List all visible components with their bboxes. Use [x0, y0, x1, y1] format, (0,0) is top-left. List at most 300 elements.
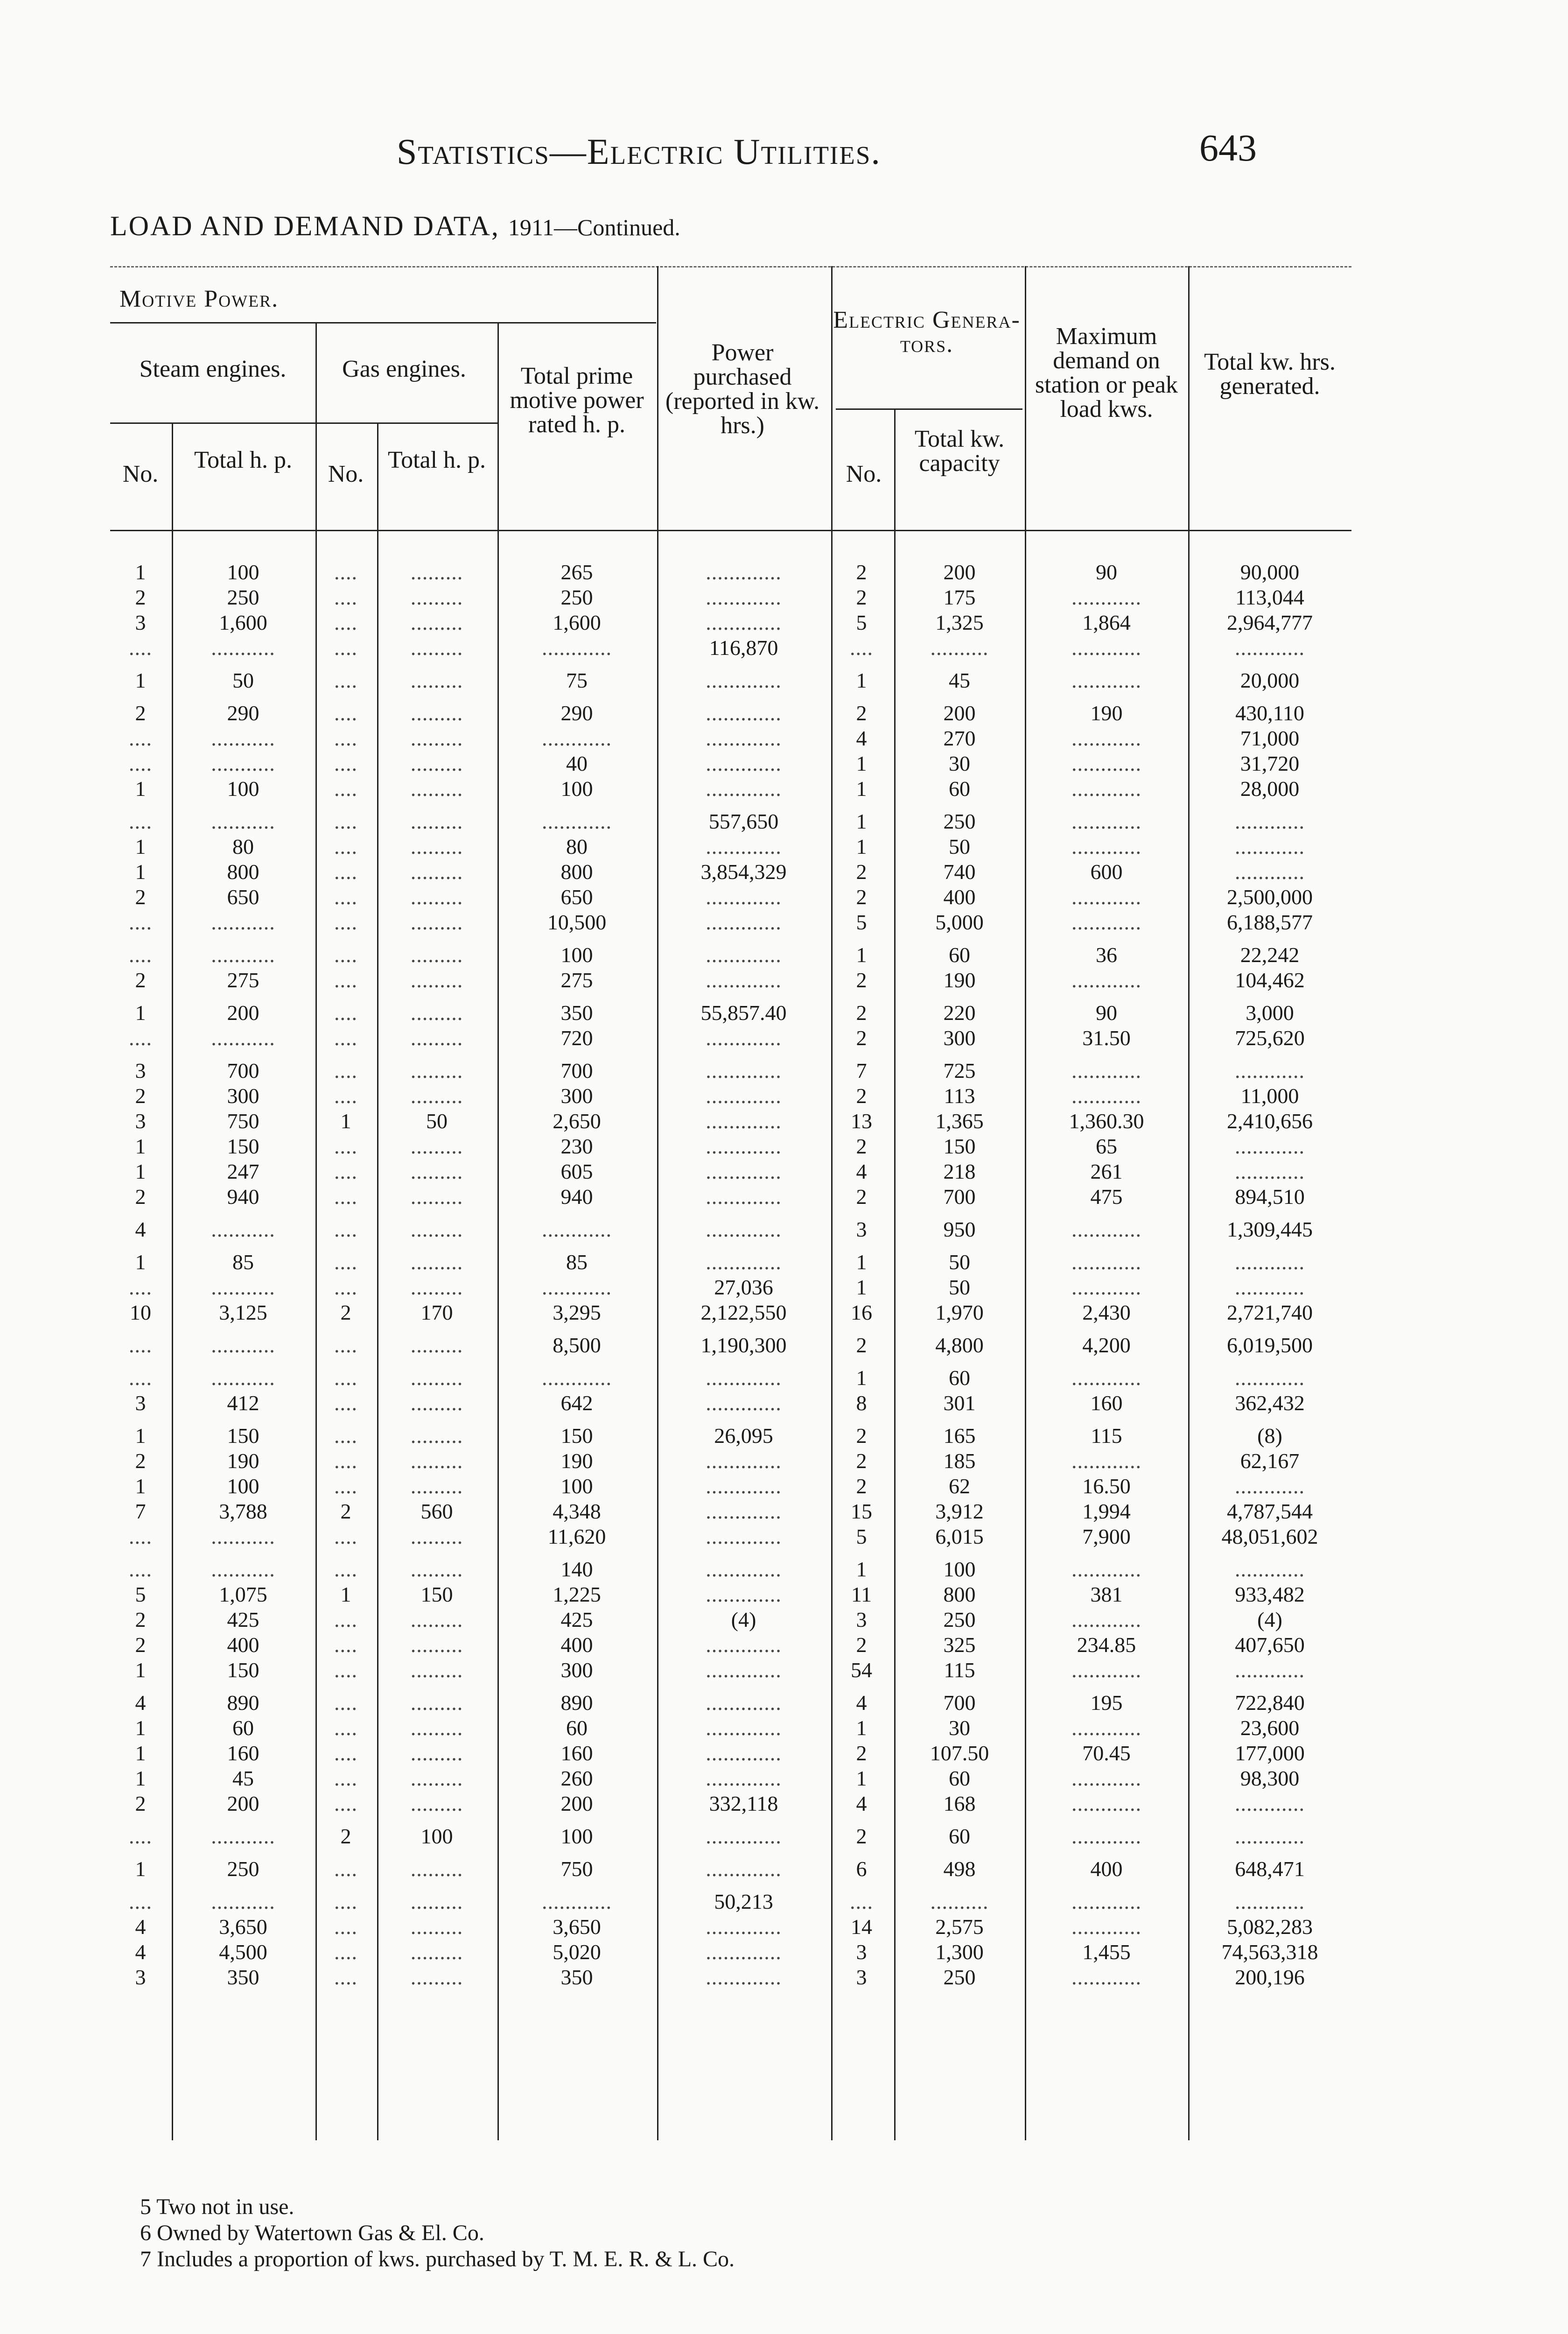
cell-prime-hp: 275: [560, 968, 593, 992]
cell-kw-hrs: 4,787,544: [1227, 1499, 1313, 1523]
cell-prime-hp: 75: [566, 668, 588, 692]
cell-gas-hp: .........: [410, 1940, 463, 1964]
cell-gas-hp: .........: [410, 1691, 463, 1715]
cell-steam-hp: 100: [227, 1474, 259, 1498]
cell-purchased: .............: [706, 1109, 782, 1133]
header-steam-total-hp: Total h. p.: [194, 447, 293, 473]
table-row: [110, 1185, 1351, 1209]
cell-steam-hp: 150: [227, 1424, 259, 1448]
cell-steam-hp: ...........: [211, 636, 275, 660]
cell-gas-hp: .........: [410, 1857, 463, 1881]
cell-gen-no: 1: [856, 809, 867, 833]
cell-gas-hp: .........: [410, 1608, 463, 1631]
cell-gen-capacity: 168: [943, 1792, 976, 1815]
cell-gas-hp: .........: [410, 1633, 463, 1657]
cell-gen-capacity: 115: [944, 1658, 975, 1682]
cell-max-demand: 31.50: [1082, 1026, 1131, 1050]
cell-prime-hp: 642: [560, 1391, 593, 1415]
cell-steam-no: ....: [129, 1333, 152, 1357]
cell-gas-no: ....: [334, 585, 357, 609]
cell-gen-no: 2: [856, 1824, 867, 1848]
cell-prime-hp: 40: [566, 752, 588, 775]
cell-steam-no: 4: [135, 1691, 146, 1715]
cell-gen-no: 16: [851, 1301, 872, 1324]
table-row: [110, 1001, 1351, 1025]
cell-purchased: .............: [706, 1026, 782, 1050]
cell-gen-capacity: 165: [943, 1424, 976, 1448]
cell-max-demand: ............: [1071, 1716, 1141, 1740]
cell-gen-no: 2: [856, 1333, 867, 1357]
table-row: [110, 611, 1351, 635]
cell-steam-hp: 700: [227, 1059, 259, 1083]
cell-steam-no: ....: [129, 809, 152, 833]
cell-purchased: .............: [706, 1391, 782, 1415]
table-row: [110, 1275, 1351, 1300]
cell-gas-no: ....: [334, 885, 357, 909]
cell-steam-hp: 800: [227, 860, 259, 884]
cell-kw-hrs: 2,721,740: [1227, 1301, 1313, 1324]
cell-steam-no: 2: [135, 1185, 146, 1209]
cell-gen-no: 2: [856, 1474, 867, 1498]
cell-gen-capacity: 700: [943, 1185, 976, 1209]
cell-purchased: .............: [706, 1965, 782, 1989]
cell-gen-capacity: ..........: [930, 1890, 989, 1913]
cell-gas-hp: .........: [410, 1915, 463, 1939]
cell-gas-no: ....: [334, 1424, 357, 1448]
cell-gen-no: 54: [851, 1658, 872, 1682]
cell-gen-no: 6: [856, 1857, 867, 1881]
cell-gen-capacity: 250: [943, 1608, 976, 1631]
cell-max-demand: 600: [1090, 860, 1123, 884]
cell-steam-no: 1: [135, 1424, 146, 1448]
cell-gas-no: ....: [334, 1792, 357, 1815]
cell-prime-hp: ............: [542, 636, 612, 660]
header-motive-power: Motive Power.: [119, 286, 279, 312]
cell-prime-hp: 300: [560, 1084, 593, 1108]
cell-purchased: 50,213: [714, 1890, 773, 1913]
table-row: [110, 1940, 1351, 1964]
cell-gas-hp: .........: [410, 910, 463, 934]
cell-steam-hp: ...........: [211, 1333, 275, 1357]
cell-gas-hp: 170: [420, 1301, 453, 1324]
cell-purchased: 1,190,300: [700, 1333, 787, 1357]
header-gen-capacity: Total kw. capacity: [914, 426, 1005, 477]
cell-gas-hp: .........: [410, 585, 463, 609]
cell-prime-hp: 85: [566, 1250, 588, 1274]
cell-purchased: 3,854,329: [700, 860, 787, 884]
cell-steam-hp: 150: [227, 1658, 259, 1682]
cell-kw-hrs: 2,410,656: [1227, 1109, 1313, 1133]
cell-prime-hp: 605: [560, 1160, 593, 1183]
cell-prime-hp: 800: [560, 860, 593, 884]
table-row: [110, 1026, 1351, 1050]
cell-steam-hp: 650: [227, 885, 259, 909]
cell-gen-capacity: 62: [949, 1474, 970, 1498]
cell-gas-hp: .........: [410, 1059, 463, 1083]
cell-gen-capacity: 1,300: [935, 1940, 984, 1964]
cell-steam-no: 1: [135, 1766, 146, 1790]
cell-gas-hp: .........: [410, 1965, 463, 1989]
cell-steam-hp: 50: [232, 668, 254, 692]
table-row: [110, 1333, 1351, 1357]
cell-steam-hp: 1,075: [219, 1582, 267, 1606]
cell-steam-hp: 250: [227, 585, 259, 609]
cell-gen-no: 3: [856, 1940, 867, 1964]
cell-kw-hrs: ............: [1235, 1824, 1305, 1848]
cell-gen-no: ....: [850, 636, 873, 660]
cell-prime-hp: 150: [560, 1424, 593, 1448]
cell-kw-hrs: 362,432: [1235, 1391, 1305, 1415]
cell-gas-no: ....: [334, 943, 357, 967]
table-row: [110, 1250, 1351, 1274]
cell-steam-no: 1: [135, 668, 146, 692]
cell-prime-hp: 3,650: [553, 1915, 601, 1939]
cell-kw-hrs: ............: [1235, 1366, 1305, 1390]
cell-steam-no: 2: [135, 1084, 146, 1108]
cell-kw-hrs: 200,196: [1235, 1965, 1305, 1989]
cell-kw-hrs: 20,000: [1240, 668, 1300, 692]
cell-gen-no: 1: [856, 1275, 867, 1299]
cell-gas-no: ....: [334, 560, 357, 584]
cell-gen-capacity: 250: [943, 1965, 976, 1989]
cell-gas-hp: .........: [410, 752, 463, 775]
header-gas-no: No.: [328, 461, 364, 487]
cell-max-demand: 4,200: [1082, 1333, 1131, 1357]
cell-steam-no: 4: [135, 1940, 146, 1964]
cell-purchased: .............: [706, 1633, 782, 1657]
cell-gas-no: 1: [340, 1582, 351, 1606]
cell-purchased: 26,095: [714, 1424, 773, 1448]
cell-steam-hp: ...........: [211, 1557, 275, 1581]
cell-gas-no: ....: [334, 1608, 357, 1631]
cell-prime-hp: 300: [560, 1658, 593, 1682]
cell-steam-no: 3: [135, 611, 146, 634]
cell-gas-hp: .........: [410, 636, 463, 660]
cell-prime-hp: ............: [542, 1217, 612, 1241]
cell-steam-hp: ...........: [211, 1275, 275, 1299]
table-row: [110, 1474, 1351, 1498]
table-row: [110, 1499, 1351, 1524]
cell-steam-hp: 350: [227, 1965, 259, 1989]
cell-purchased: .............: [706, 943, 782, 967]
cell-gas-hp: .........: [410, 943, 463, 967]
cell-gen-capacity: 5,000: [935, 910, 984, 934]
cell-purchased: .............: [706, 1185, 782, 1209]
cell-gas-no: ....: [334, 1333, 357, 1357]
cell-purchased: .............: [706, 611, 782, 634]
cell-max-demand: ............: [1071, 1250, 1141, 1274]
table-row: [110, 860, 1351, 884]
cell-steam-hp: ...........: [211, 1525, 275, 1548]
cell-steam-no: 3: [135, 1109, 146, 1133]
cell-kw-hrs: 62,167: [1240, 1449, 1300, 1473]
table-row: [110, 752, 1351, 776]
cell-gas-hp: .........: [410, 1084, 463, 1108]
cell-max-demand: ............: [1071, 1059, 1141, 1083]
cell-prime-hp: 265: [560, 560, 593, 584]
cell-max-demand: 36: [1096, 943, 1117, 967]
cell-gas-no: ....: [334, 1275, 357, 1299]
cell-steam-hp: 4,500: [219, 1940, 267, 1964]
cell-gen-no: 7: [856, 1059, 867, 1083]
cell-gas-no: 1: [340, 1109, 351, 1133]
cell-prime-hp: 350: [560, 1001, 593, 1025]
cell-gen-no: 1: [856, 943, 867, 967]
cell-gas-no: ....: [334, 1217, 357, 1241]
cell-steam-no: 1: [135, 1134, 146, 1158]
cell-prime-hp: ............: [542, 1890, 612, 1913]
cell-gas-hp: .........: [410, 1391, 463, 1415]
cell-steam-hp: ...........: [211, 1366, 275, 1390]
cell-max-demand: 1,455: [1082, 1940, 1131, 1964]
cell-gen-no: 11: [851, 1582, 872, 1606]
cell-gas-no: ....: [334, 1557, 357, 1581]
cell-steam-hp: 200: [227, 1792, 259, 1815]
footnotes: [140, 2194, 735, 2272]
table-row: [110, 726, 1351, 751]
cell-max-demand: 475: [1090, 1185, 1123, 1209]
cell-steam-hp: 100: [227, 560, 259, 584]
cell-gen-no: 2: [856, 968, 867, 992]
cell-steam-hp: 1,600: [219, 611, 267, 634]
cell-gen-no: 1: [856, 668, 867, 692]
cell-gen-capacity: 1,365: [935, 1109, 984, 1133]
cell-gen-no: 2: [856, 1633, 867, 1657]
cell-steam-no: 2: [135, 1608, 146, 1631]
cell-gas-hp: .........: [410, 860, 463, 884]
cell-steam-hp: 3,788: [219, 1499, 267, 1523]
cell-purchased: .............: [706, 1250, 782, 1274]
cell-steam-hp: 750: [227, 1109, 259, 1133]
cell-gen-no: 1: [856, 1557, 867, 1581]
cell-max-demand: ............: [1071, 968, 1141, 992]
cell-gen-capacity: 175: [943, 585, 976, 609]
cell-prime-hp: 260: [560, 1766, 593, 1790]
cell-steam-hp: ...........: [211, 1026, 275, 1050]
cell-kw-hrs: ............: [1235, 1890, 1305, 1913]
cell-purchased: 557,650: [708, 809, 779, 833]
cell-kw-hrs: 98,300: [1240, 1766, 1300, 1790]
cell-purchased: .............: [706, 1940, 782, 1964]
cell-purchased: .............: [706, 1474, 782, 1498]
cell-purchased: .............: [706, 1134, 782, 1158]
cell-gas-hp: .........: [410, 1134, 463, 1158]
table-row: [110, 560, 1351, 584]
cell-gen-no: 2: [856, 885, 867, 909]
cell-steam-no: 2: [135, 585, 146, 609]
cell-max-demand: 1,994: [1082, 1499, 1131, 1523]
cell-prime-hp: 750: [560, 1857, 593, 1881]
table-row: [110, 1449, 1351, 1473]
cell-max-demand: 195: [1090, 1691, 1123, 1715]
cell-gen-capacity: 6,015: [935, 1525, 984, 1548]
cell-gas-hp: .........: [410, 1333, 463, 1357]
cell-gas-no: ....: [334, 835, 357, 858]
table-row: [110, 1217, 1351, 1242]
table-row: [110, 968, 1351, 992]
cell-max-demand: ............: [1071, 1890, 1141, 1913]
cell-gen-no: 2: [856, 701, 867, 725]
cell-max-demand: ............: [1071, 1608, 1141, 1631]
table-row: [110, 885, 1351, 909]
cell-gen-capacity: 498: [943, 1857, 976, 1881]
cell-purchased: .............: [706, 1084, 782, 1108]
cell-kw-hrs: ............: [1235, 809, 1305, 833]
page-number: 643: [1199, 127, 1257, 169]
cell-gen-capacity: 4,800: [935, 1333, 984, 1357]
section-title-main: LOAD AND DEMAND DATA,: [110, 211, 500, 241]
cell-max-demand: 90: [1096, 1001, 1117, 1025]
cell-steam-hp: ...........: [211, 1217, 275, 1241]
cell-prime-hp: 100: [560, 777, 593, 801]
table-row: [110, 1792, 1351, 1816]
cell-gas-hp: .........: [410, 1275, 463, 1299]
cell-gen-capacity: 60: [949, 943, 970, 967]
table-row: [110, 943, 1351, 967]
header-steam-engines: Steam engines.: [139, 356, 287, 382]
table-row: [110, 1301, 1351, 1325]
cell-steam-no: 1: [135, 1741, 146, 1765]
cell-steam-no: ....: [129, 910, 152, 934]
cell-steam-hp: 247: [227, 1160, 259, 1183]
cell-steam-hp: 412: [227, 1391, 259, 1415]
cell-gas-no: ....: [334, 701, 357, 725]
cell-max-demand: ............: [1071, 752, 1141, 775]
cell-gen-capacity: 300: [943, 1026, 976, 1050]
cell-max-demand: ............: [1071, 777, 1141, 801]
cell-kw-hrs: 23,600: [1240, 1716, 1300, 1740]
cell-max-demand: ............: [1071, 1275, 1141, 1299]
cell-gas-hp: .........: [410, 1474, 463, 1498]
cell-gas-no: ....: [334, 1134, 357, 1158]
table-row: [110, 809, 1351, 834]
cell-gen-capacity: 50: [949, 1250, 970, 1274]
cell-steam-hp: 940: [227, 1185, 259, 1209]
cell-max-demand: ............: [1071, 636, 1141, 660]
cell-steam-no: ....: [129, 752, 152, 775]
cell-max-demand: 381: [1090, 1582, 1123, 1606]
cell-gas-no: ....: [334, 1366, 357, 1390]
cell-gas-no: ....: [334, 1890, 357, 1913]
cell-gas-hp: .........: [410, 1185, 463, 1209]
cell-gas-hp: .........: [410, 668, 463, 692]
cell-gas-hp: 50: [426, 1109, 448, 1133]
cell-gas-no: ....: [334, 1691, 357, 1715]
cell-gen-no: 5: [856, 1525, 867, 1548]
cell-kw-hrs: 5,082,283: [1227, 1915, 1313, 1939]
cell-purchased: .............: [706, 968, 782, 992]
cell-max-demand: ............: [1071, 1915, 1141, 1939]
cell-gas-no: ....: [334, 1160, 357, 1183]
cell-prime-hp: ............: [542, 726, 612, 750]
cell-prime-hp: 425: [560, 1608, 593, 1631]
cell-steam-hp: 3,125: [219, 1301, 267, 1324]
cell-gas-no: ....: [334, 752, 357, 775]
cell-gen-capacity: 325: [943, 1633, 976, 1657]
header-gas-total-hp: Total h. p.: [387, 447, 486, 473]
cell-kw-hrs: ............: [1235, 1250, 1305, 1274]
cell-kw-hrs: 74,563,318: [1221, 1940, 1318, 1964]
cell-max-demand: 115: [1091, 1424, 1122, 1448]
table-row: [110, 1857, 1351, 1881]
header-gen-no: No.: [846, 461, 882, 487]
cell-steam-no: 1: [135, 1160, 146, 1183]
cell-gas-hp: .........: [410, 1766, 463, 1790]
cell-steam-no: 10: [130, 1301, 151, 1324]
cell-steam-hp: 290: [227, 701, 259, 725]
cell-kw-hrs: 2,964,777: [1227, 611, 1313, 634]
cell-kw-hrs: 11,000: [1240, 1084, 1299, 1108]
cell-prime-hp: 890: [560, 1691, 593, 1715]
cell-gen-no: 2: [856, 860, 867, 884]
cell-gen-no: 2: [856, 560, 867, 584]
cell-gas-hp: .........: [410, 1741, 463, 1765]
cell-steam-no: 1: [135, 1857, 146, 1881]
cell-kw-hrs: 177,000: [1235, 1741, 1305, 1765]
cell-gen-capacity: ..........: [930, 636, 989, 660]
cell-gas-hp: .........: [410, 1160, 463, 1183]
cell-prime-hp: 4,348: [553, 1499, 601, 1523]
table-row: [110, 1633, 1351, 1657]
cell-max-demand: ............: [1071, 1766, 1141, 1790]
cell-purchased: .............: [706, 1582, 782, 1606]
cell-steam-hp: 890: [227, 1691, 259, 1715]
cell-gas-no: ....: [334, 1965, 357, 1989]
load-demand-table: [110, 266, 1351, 2180]
cell-purchased: 2,122,550: [700, 1301, 787, 1324]
cell-purchased: .............: [706, 1824, 782, 1848]
table-row: [110, 1741, 1351, 1765]
cell-gas-no: ....: [334, 1658, 357, 1682]
cell-purchased: .............: [706, 1557, 782, 1581]
cell-purchased: 332,118: [709, 1792, 778, 1815]
cell-max-demand: 261: [1090, 1160, 1123, 1183]
cell-gen-capacity: 190: [943, 968, 976, 992]
cell-purchased: .............: [706, 585, 782, 609]
cell-steam-no: 1: [135, 835, 146, 858]
cell-max-demand: ............: [1071, 1449, 1141, 1473]
cell-gas-hp: .........: [410, 726, 463, 750]
cell-gas-hp: .........: [410, 1557, 463, 1581]
cell-prime-hp: ............: [542, 1275, 612, 1299]
cell-gas-hp: .........: [410, 1026, 463, 1050]
cell-steam-no: 2: [135, 1449, 146, 1473]
cell-kw-hrs: 933,482: [1235, 1582, 1305, 1606]
cell-steam-hp: 80: [232, 835, 254, 858]
cell-prime-hp: 940: [560, 1185, 593, 1209]
cell-max-demand: 7,900: [1082, 1525, 1131, 1548]
cell-gas-no: 2: [340, 1499, 351, 1523]
cell-prime-hp: 5,020: [553, 1940, 601, 1964]
cell-gen-no: 4: [856, 1160, 867, 1183]
cell-gen-capacity: 185: [943, 1449, 976, 1473]
cell-gen-no: 3: [856, 1608, 867, 1631]
cell-prime-hp: 230: [560, 1134, 593, 1158]
cell-max-demand: 16.50: [1082, 1474, 1131, 1498]
running-head: [0, 126, 1568, 177]
cell-gen-capacity: 50: [949, 835, 970, 858]
cell-gen-capacity: 950: [943, 1217, 976, 1241]
cell-kw-hrs: 725,620: [1235, 1026, 1305, 1050]
section-title-sub: 1911—Continued.: [508, 214, 680, 240]
cell-steam-no: ....: [129, 1366, 152, 1390]
cell-gas-no: ....: [334, 1449, 357, 1473]
header-steam-no: No.: [122, 461, 159, 487]
cell-gen-capacity: 270: [943, 726, 976, 750]
running-title: Statistics—Electric Utilities.: [397, 131, 881, 172]
cell-steam-hp: 160: [227, 1741, 259, 1765]
header-total-kw-hrs: Total kw. hrs. generated.: [1204, 349, 1336, 400]
